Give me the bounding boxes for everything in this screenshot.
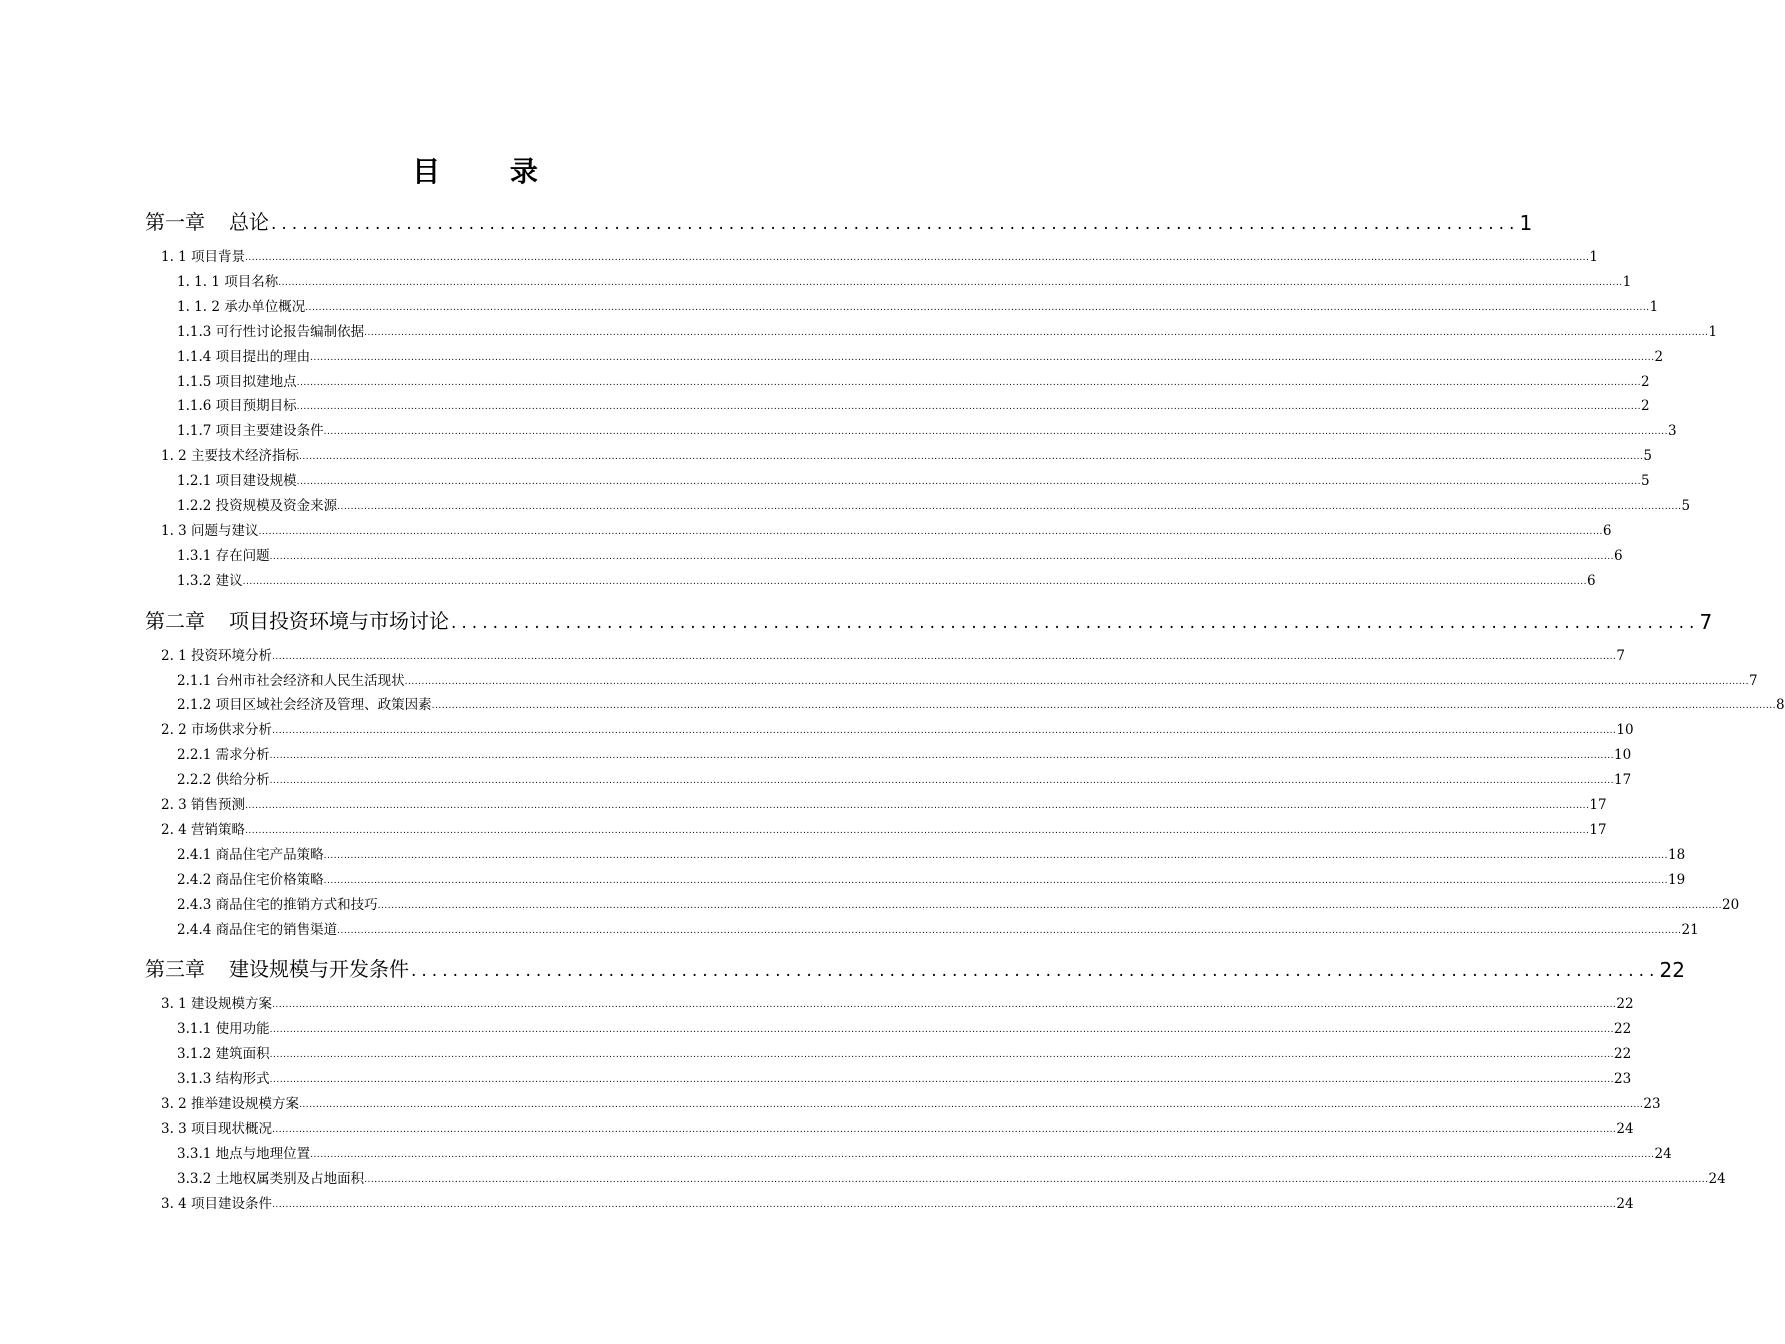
dot-leader: ................................................................................................................................................................................................................................................................................................................................................................................................................ (272, 726, 1617, 737)
toc-entry[interactable] (161, 818, 1607, 838)
toc-entry-label: 1.1.4 项目提出的理由 (177, 348, 311, 365)
toc-page-number: 17 (1614, 772, 1632, 789)
toc-page-number: 5 (1643, 448, 1652, 465)
toc-page-number: 24 (1616, 1195, 1634, 1212)
toc-page-number: 23 (1614, 1071, 1632, 1088)
dot-leader: ................................................................................................................................................................................................................................................................................................................................................................................................................ (299, 1100, 1644, 1110)
toc-entry[interactable] (177, 893, 1740, 913)
toc-entry-label: 3.1.3 结构形式 (177, 1071, 270, 1088)
toc-entry[interactable] (177, 868, 1686, 888)
toc-entry[interactable] (177, 743, 1632, 764)
toc-page-number: 19 (1668, 871, 1686, 888)
dot-leader: ................................................................................................................................................................................................................................................................................................................................................................................................................ (337, 925, 1682, 936)
toc-entry-label: 1. 1. 1 项目名称 (177, 273, 279, 290)
dot-leader: ................................................................................................................................................................................................................................................................................................................................................................................................................ (245, 801, 1590, 811)
toc-entry-label: 2.1.1 台州市社会经济和人民生活现状 (177, 672, 405, 689)
dot-leader: ................................................................................................................................................................................................................................................................................................................................................................................................................ (269, 551, 1614, 562)
toc-entry[interactable] (177, 370, 1650, 390)
toc-entry[interactable] (161, 1117, 1634, 1137)
dot-leader: ................................................................................................................................................................................................................................................................................................................................................................................................................ (258, 526, 1603, 537)
toc-page-number: 10 (1614, 747, 1632, 764)
toc-page-number: 3 (1668, 423, 1677, 440)
toc-page-number: 22 (1616, 996, 1634, 1013)
dot-leader: ........................................................................................................................ (271, 214, 1520, 234)
dot-leader: ................................................................................................................................................................................................................................................................................................................................................................................................................ (310, 1149, 1655, 1160)
toc-page-number: 17 (1589, 821, 1607, 838)
toc-page-number: 2 (1641, 373, 1650, 390)
toc-entry[interactable] (161, 1192, 1634, 1212)
toc-entry[interactable] (161, 519, 1612, 539)
toc-entry-label: 1. 1. 2 承办单位概况 (177, 298, 306, 315)
toc-chapter-title: 总论 (229, 210, 269, 234)
toc-page-number: 1 (1649, 298, 1659, 315)
toc-entry[interactable] (177, 295, 1659, 315)
toc-page-number: 7 (1749, 672, 1758, 689)
dot-leader: ................................................................................................................................................................................................................................................................................................................................................................................................................ (377, 900, 1722, 911)
toc-entry-label: 1. 1 项目背景 (161, 249, 246, 265)
toc-entry[interactable] (177, 320, 1718, 340)
toc-entry-label: 3. 3 项目现状概况 (161, 1120, 273, 1137)
dot-leader: ................................................................................................................................................................................................................................................................................................................................................................................................................ (269, 1050, 1614, 1061)
toc-page-number: 22 (1614, 1046, 1632, 1063)
toc-entry-label: 1.2.1 项目建设规模 (177, 473, 297, 490)
toc-entry[interactable] (177, 1042, 1632, 1063)
toc-page-number: 20 (1722, 896, 1740, 913)
dot-leader: ................................................................................................................................................................................................................................................................................................................................................................................................................ (310, 352, 1655, 363)
toc-entry[interactable] (177, 1167, 1726, 1187)
toc-page-number: 2 (1641, 398, 1650, 415)
toc-chapter-entry[interactable] (145, 952, 1685, 983)
toc-entry-label: 2.4.3 商品住宅的推销方式和技巧 (177, 896, 378, 913)
toc-page-number: 21 (1681, 921, 1699, 938)
toc-entry[interactable] (161, 718, 1634, 739)
toc-page-number: 22 (1659, 958, 1685, 983)
toc-entry[interactable] (177, 1067, 1632, 1088)
dot-leader: ................................................................................................................................................................................................................................................................................................................................................................................................................ (272, 1124, 1617, 1135)
toc-entry-label: 第一章 (145, 210, 205, 234)
dot-leader: ................................................................................................................................................................................................................................................................................................................................................................................................................ (431, 701, 1776, 712)
dot-leader: ................................................................................................................................................................................................................................................................................................................................................................................................................ (296, 477, 1641, 488)
toc-entry-label: 3.3.1 地点与地理位置 (177, 1145, 311, 1162)
toc-page-number: 1 (1622, 273, 1632, 290)
toc-chapter-entry[interactable] (145, 205, 1533, 235)
toc-entry[interactable] (177, 843, 1686, 863)
toc-entry[interactable] (177, 669, 1758, 689)
toc-page-number: 22 (1614, 1021, 1632, 1038)
toc-entry-label: 2.2.1 需求分析 (177, 747, 270, 764)
toc-page-number: 1 (1708, 323, 1718, 340)
toc-page-number: 10 (1616, 722, 1634, 739)
toc-entry-label: 1.1.5 项目拟建地点 (177, 373, 297, 390)
toc-page-number: 6 (1587, 572, 1596, 589)
toc-entry-label: 1.1.3 可行性讨论报告编制依据 (177, 323, 365, 340)
toc-entry-label: 2. 1 投资环境分析 (161, 647, 273, 664)
toc-page-number: 5 (1681, 498, 1691, 514)
toc-entry-label: 3. 4 项目建设条件 (161, 1195, 273, 1212)
toc-page-number: 8 (1775, 697, 1785, 714)
toc-page-number: 6 (1614, 547, 1623, 564)
toc-page-number: 7 (1616, 647, 1625, 664)
dot-leader: ................................................................................................................................................................................................................................................................................................................................................................................................................ (364, 1174, 1709, 1185)
toc-entry[interactable] (177, 494, 1691, 514)
toc-page-number: 24 (1708, 1170, 1726, 1187)
dot-leader: ................................................................................................................................................................................................................................................................................................................................................................................................................ (404, 676, 1749, 687)
dot-leader: ................................................................................................................................................................................................................................................................................................................................................................................................................ (323, 850, 1668, 861)
toc-entry[interactable] (161, 793, 1607, 813)
toc-entry-label: 2.4.1 商品住宅产品策略 (177, 846, 324, 863)
toc-page-number: 17 (1589, 797, 1607, 813)
toc-entry-label: 2.4.4 商品住宅的销售渠道 (177, 921, 338, 938)
toc-entry-label: 2.1.2 项目区域社会经济及管理、政策因素 (177, 697, 432, 714)
dot-leader: ................................................................................................................................................................................................................................................................................................................................................................................................................ (305, 302, 1650, 313)
toc-page-number: 7 (1699, 609, 1713, 634)
toc-page-number: 1 (1519, 211, 1533, 235)
toc-entry-label: 3.1.1 使用功能 (177, 1021, 270, 1038)
toc-entry-label: 2. 2 市场供求分析 (161, 722, 273, 739)
dot-leader: ................................................................................................................................................................................................................................................................................................................................................................................................................ (272, 1199, 1617, 1210)
toc-chapter-title: 建设规模与开发条件 (229, 957, 409, 982)
toc-entry[interactable] (177, 1142, 1672, 1162)
toc-entry[interactable] (161, 644, 1625, 664)
dot-leader: ................................................................................................................................................................................................................................................................................................................................................................................................................ (323, 875, 1668, 886)
toc-entry[interactable] (177, 693, 1785, 714)
dot-leader: ................................................................................................................................................................................................................................................................................................................................................................................................................ (299, 452, 1644, 463)
dot-leader: ........................................................................................................................ (411, 961, 1660, 982)
toc-entry-label: 3. 2 推举建设规模方案 (161, 1096, 300, 1112)
dot-leader: ................................................................................................................................................................................................................................................................................................................................................................................................................ (272, 1000, 1617, 1011)
dot-leader: ................................................................................................................................................................................................................................................................................................................................................................................................................ (269, 751, 1614, 762)
toc-entry-label: 2.4.2 商品住宅价格策略 (177, 871, 324, 888)
toc-entry-label: 第二章 (145, 608, 205, 633)
toc-entry-label: 1.2.2 投资规模及资金来源 (177, 498, 338, 514)
dot-leader: ................................................................................................................................................................................................................................................................................................................................................................................................................ (245, 253, 1590, 263)
toc-entry[interactable] (177, 544, 1623, 564)
toc-entry[interactable] (177, 394, 1650, 415)
toc-entry-label: 1.3.1 存在问题 (177, 547, 270, 564)
toc-entry-label: 第三章 (145, 957, 205, 982)
toc-entry[interactable] (177, 419, 1677, 440)
toc-page-number: 24 (1654, 1145, 1672, 1162)
dot-leader: ................................................................................................................................................................................................................................................................................................................................................................................................................ (364, 327, 1709, 338)
toc-page-number: 2 (1654, 348, 1664, 365)
toc-entry-label: 2. 4 营销策略 (161, 821, 246, 838)
toc-entry[interactable] (161, 245, 1598, 265)
toc-page-number: 5 (1641, 473, 1650, 490)
dot-leader: ................................................................................................................................................................................................................................................................................................................................................................................................................ (269, 776, 1614, 787)
toc-entry-label: 2. 3 销售预测 (161, 797, 246, 813)
toc-entry[interactable] (161, 444, 1652, 465)
dot-leader: ........................................................................................................................ (451, 612, 1700, 633)
dot-leader: ................................................................................................................................................................................................................................................................................................................................................................................................................ (323, 427, 1668, 438)
toc-entry[interactable] (177, 1017, 1632, 1038)
toc-entry-label: 3. 1 建设规模方案 (161, 996, 273, 1013)
toc-entry[interactable] (177, 918, 1699, 938)
toc-page-number: 24 (1616, 1120, 1634, 1137)
dot-leader: ................................................................................................................................................................................................................................................................................................................................................................................................................ (296, 402, 1641, 413)
toc-entry-label: 3.3.2 土地权属类别及占地面积 (177, 1170, 365, 1187)
toc-entry[interactable] (177, 345, 1664, 365)
toc-entry[interactable] (177, 569, 1596, 589)
toc-entry-label: 2.2.2 供给分析 (177, 772, 270, 789)
toc-entry-label: 3.1.2 建筑面积 (177, 1046, 270, 1063)
dot-leader: ................................................................................................................................................................................................................................................................................................................................................................................................................ (245, 825, 1590, 836)
toc-page-number: 1 (1589, 249, 1598, 265)
dot-leader: ................................................................................................................................................................................................................................................................................................................................................................................................................ (272, 651, 1617, 662)
toc-entry[interactable] (177, 768, 1632, 789)
toc-page-number: 6 (1602, 522, 1612, 539)
dot-leader: ................................................................................................................................................................................................................................................................................................................................................................................................................ (337, 502, 1682, 512)
toc-page-number: 23 (1643, 1096, 1661, 1112)
toc-entry[interactable] (177, 469, 1650, 490)
toc-chapter-title: 项目投资环境与市场讨论 (229, 608, 449, 633)
toc-entry-label: 1.1.7 项目主要建设条件 (177, 423, 324, 440)
toc-entry-label: 1.1.6 项目预期目标 (177, 398, 297, 415)
dot-leader: ................................................................................................................................................................................................................................................................................................................................................................................................................ (296, 377, 1641, 388)
toc-entry[interactable] (161, 1092, 1661, 1112)
dot-leader: ................................................................................................................................................................................................................................................................................................................................................................................................................ (269, 1025, 1614, 1036)
dot-leader: ................................................................................................................................................................................................................................................................................................................................................................................................................ (269, 1075, 1614, 1086)
page-title: 目 录 (412, 155, 568, 188)
toc-entry-label: 1.3.2 建议 (177, 572, 243, 589)
dot-leader: ................................................................................................................................................................................................................................................................................................................................................................................................................ (242, 576, 1587, 587)
toc-entry[interactable] (177, 270, 1632, 290)
dot-leader: ................................................................................................................................................................................................................................................................................................................................................................................................................ (278, 277, 1623, 288)
toc-entry-label: 1. 2 主要技术经济指标 (161, 448, 300, 465)
toc-entry-label: 1. 3 问题与建议 (161, 522, 259, 539)
toc-chapter-entry[interactable] (145, 604, 1713, 634)
toc-page-number: 18 (1668, 846, 1686, 863)
toc-entry[interactable] (161, 992, 1634, 1013)
